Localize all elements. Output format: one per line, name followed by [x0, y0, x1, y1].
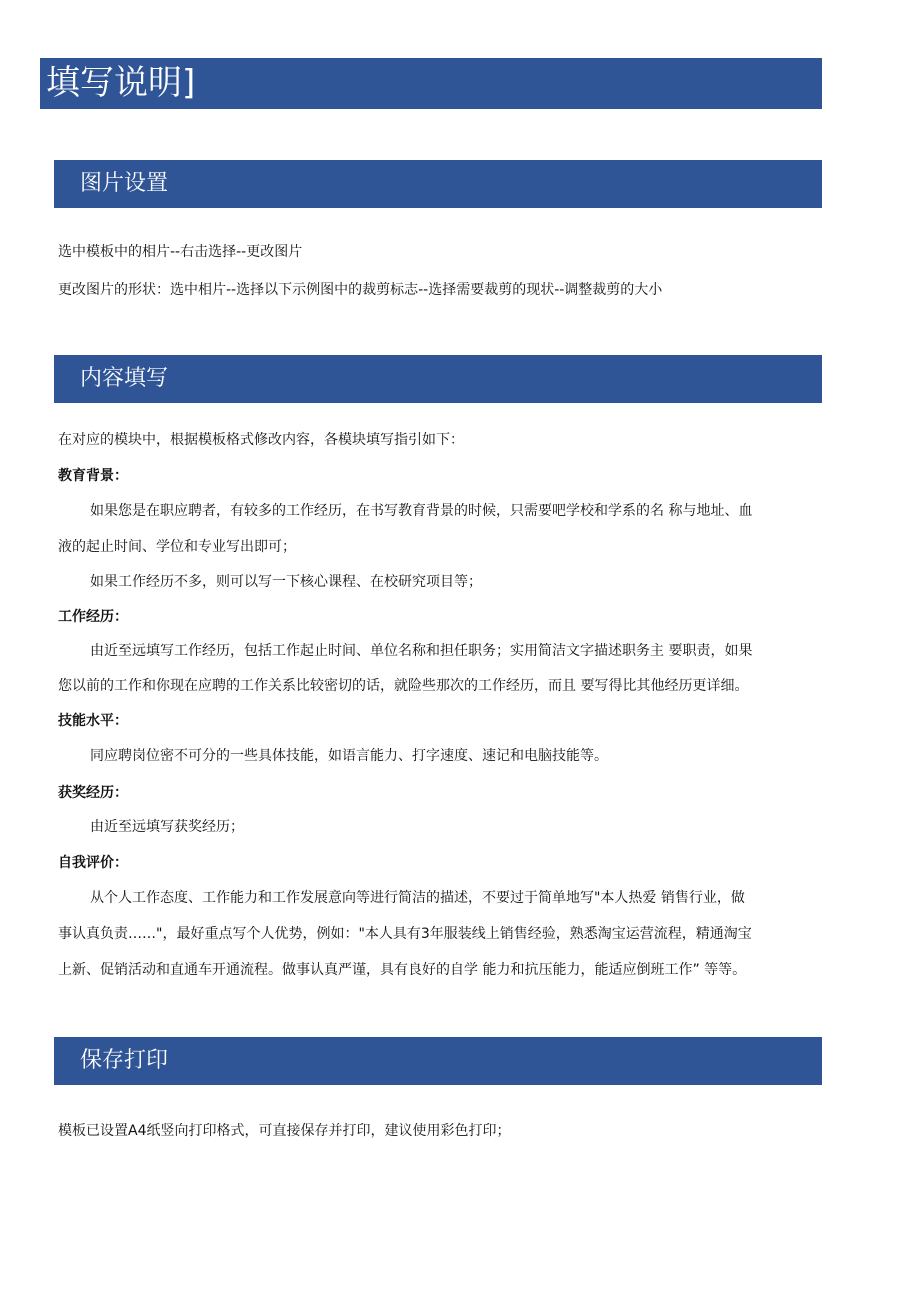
content-intro: 在对应的模块中，根据模板格式修改内容，各模块填写指引如下：	[58, 432, 464, 448]
skills-label: 技能水平：	[58, 713, 128, 729]
self-eval-text-3: 上新、促销活动和直通车开通流程。做事认真严谨，具有良好的自学 能力和抗压能力，能适应倒班工作” 等等。	[58, 962, 747, 978]
section-heading-print: 保存打印	[54, 1037, 822, 1085]
self-eval-text-1: 从个人工作态度、工作能力和工作发展意向等进行简洁的描述，不要过于简单地写"本人热爱 销售行业，做	[90, 890, 745, 906]
picture-instruction-2: 更改图片的形状：选中相片--选择以下示例图中的裁剪标志--选择需要裁剪的现状--调整裁剪的大小	[58, 282, 663, 298]
skills-text-1: 同应聘岗位密不可分的一些具体技能，如语言能力、打字速度、速记和电脑技能等。	[90, 748, 608, 764]
education-text-2: 液的起止时间、学位和专业写出即可；	[58, 539, 296, 555]
print-instruction: 模板已设置A4纸竖向打印格式，可直接保存并打印，建议使用彩色打印；	[58, 1123, 511, 1139]
picture-instruction-1: 选中模板中的相片--右击选择--更改图片	[58, 244, 303, 260]
work-text-2: 您以前的工作和你现在应聘的工作关系比较密切的话，就险些那次的工作经历，而且 要写得比其他经历更详细。	[58, 678, 749, 694]
self-eval-text-2: 事认真负责……"，最好重点写个人优势，例如："本人具有3年服装线上销售经验，熟悉淘宝运营流程，精通淘宝	[58, 926, 752, 942]
document-title: 填写说明]	[40, 58, 822, 109]
section-heading-content: 内容填写	[54, 355, 822, 403]
education-text-3: 如果工作经历不多，则可以写一下核心课程、在校研究项目等；	[90, 574, 482, 590]
awards-label: 获奖经历：	[58, 785, 128, 801]
education-label: 教育背景：	[58, 468, 128, 484]
work-text-1: 由近至远填写工作经历，包括工作起止时间、单位名称和担任职务；实用简洁文字描述职务主 要职责，如果	[90, 643, 753, 659]
work-label: 工作经历：	[58, 609, 128, 625]
self-eval-label: 自我评价：	[58, 855, 128, 871]
awards-text-1: 由近至远填写获奖经历；	[90, 819, 244, 835]
section-heading-picture: 图片设置	[54, 160, 822, 208]
education-text-1: 如果您是在职应聘者，有较多的工作经历，在书写教育背景的时候，只需要吧学校和学系的名 称与地址、血	[90, 503, 753, 519]
